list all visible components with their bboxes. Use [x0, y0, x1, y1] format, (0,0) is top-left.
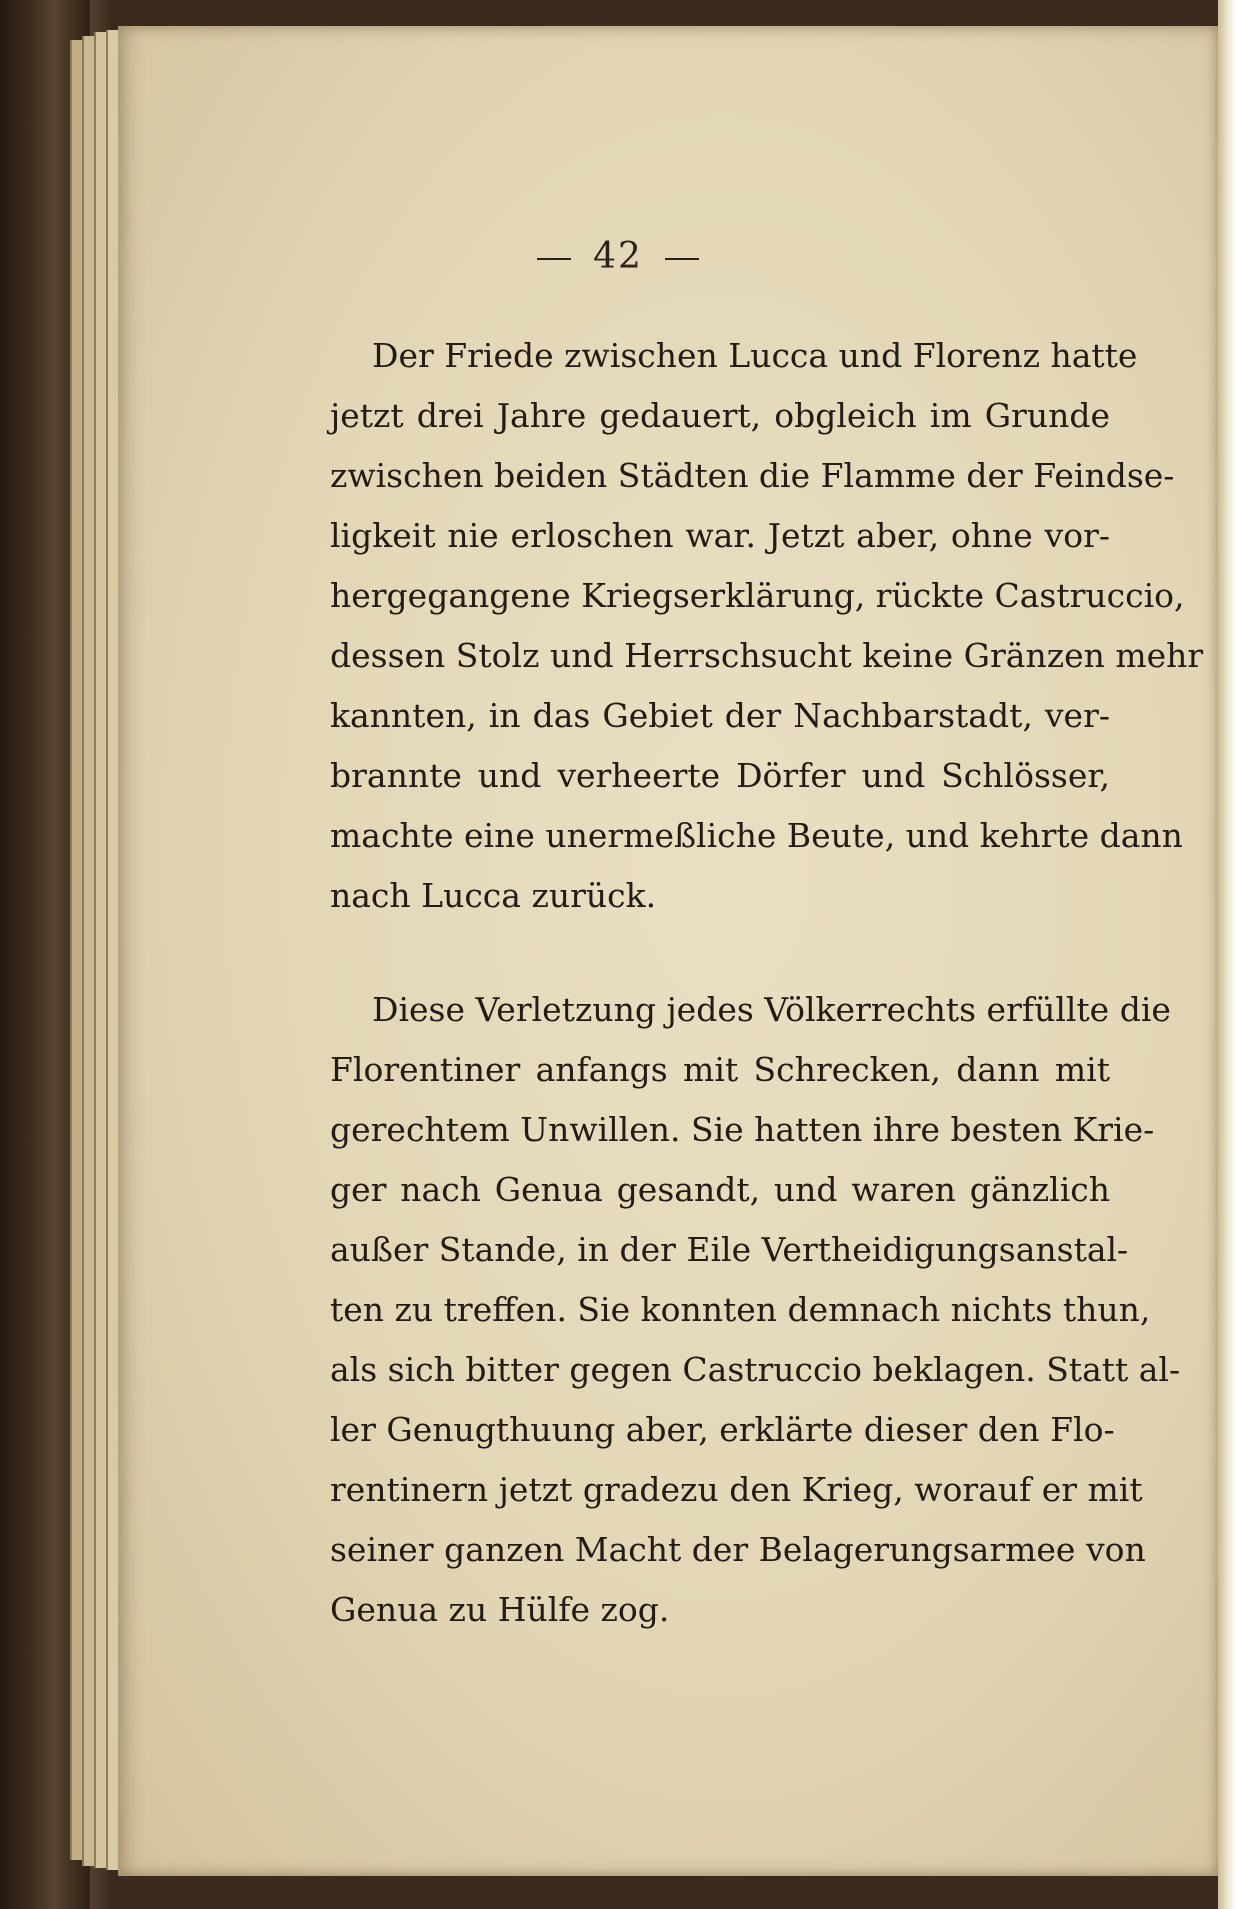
text-line: Diese Verletzung jedes Völkerrechts erfüllte die — [372, 990, 1171, 1029]
text-line: Der Friede zwischen Lucca und Florenz hatte — [372, 336, 1138, 375]
text-line: jetzt drei Jahre gedauert, obgleich im Grunde — [330, 396, 1110, 435]
page-number-value: 42 — [593, 236, 643, 277]
text-line: ler Genugthuung aber, erklärte dieser den Flo- — [330, 1410, 1115, 1449]
text-line: seiner ganzen Macht der Belagerungsarmee von — [330, 1530, 1146, 1569]
page-number-dash-left — [537, 258, 571, 260]
text-line: ten zu treffen. Sie konnten demnach nichts thun, — [330, 1290, 1151, 1329]
paragraph-1 — [330, 326, 1204, 926]
text-line: kannten, in das Gebiet der Nachbarstadt, ver- — [330, 696, 1110, 735]
text-line: hergegangene Kriegserklärung, rückte Castruccio, — [330, 576, 1185, 615]
text-line: rentinern jetzt gradezu den Krieg, worauf er mit — [330, 1470, 1143, 1509]
text-line: zwischen beiden Städten die Flamme der Feindse- — [330, 456, 1175, 495]
text-line: dessen Stolz und Herrschsucht keine Gränzen mehr — [330, 636, 1204, 675]
text-line: ger nach Genua gesandt, und waren gänzlich — [330, 1170, 1110, 1209]
text-line: außer Stande, in der Eile Vertheidigungsanstal- — [330, 1230, 1129, 1269]
text-line: machte eine unermeßliche Beute, und kehrte dann — [330, 816, 1183, 855]
text-line: als sich bitter gegen Castruccio beklagen. Statt al- — [330, 1350, 1181, 1389]
page-number — [0, 236, 1236, 277]
page-right-edge — [1218, 0, 1236, 1909]
text-line: Florentiner anfangs mit Schrecken, dann mit — [330, 1050, 1110, 1089]
text-line: nach Lucca zurück. — [330, 876, 657, 915]
text-line: brannte und verheerte Dörfer und Schlösser, — [330, 756, 1110, 795]
text-line: ligkeit nie erloschen war. Jetzt aber, ohne vor- — [330, 516, 1110, 555]
text-line: gerechtem Unwillen. Sie hatten ihre besten Krie- — [330, 1110, 1155, 1149]
text-line: Genua zu Hülfe zog. — [330, 1590, 670, 1629]
page-number-dash-right — [665, 258, 699, 260]
paragraph-2 — [330, 980, 1181, 1640]
